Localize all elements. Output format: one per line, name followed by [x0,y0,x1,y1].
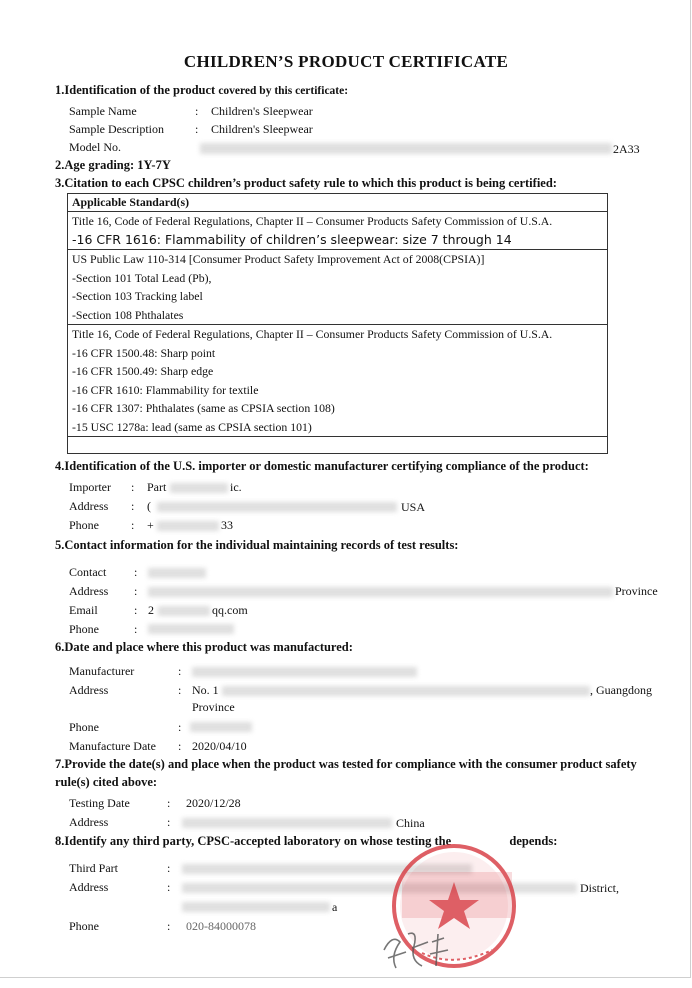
colon: : [178,664,182,678]
section-1-heading-sub: covered by this certificate: [218,85,349,97]
third-party-address-end: District, [580,881,619,895]
email-end: qq.com [212,603,248,617]
importer-phone-end: 33 [221,518,233,532]
contact-address-end: Province [615,584,658,598]
standard-line: Title 16, Code of Federal Regulations, Chapter II – Consumer Products Safety Commission of U.S.A. [72,214,553,228]
section-4-heading: 4.Identification of the U.S. importer or domestic manufacturer certifying compliance of the product: [55,459,589,473]
section-1-heading-main: 1.Identification of the product [55,83,216,97]
age-grading-label: 2.Age grading: [55,158,135,172]
section-8-heading-main: 8.Identify any third party, CPSC-accepted laboratory on whose testing the [55,834,452,848]
redacted-contact-address [148,587,613,597]
manufacturer-label: Manufacturer [69,664,135,678]
contact-label: Contact [69,565,107,579]
redacted-importer-phone [157,521,219,531]
section-8-heading-end: depends: [509,834,558,848]
contact-phone-label: Phone [69,622,99,636]
colon: : [134,603,138,617]
standards-group-3 [68,325,608,437]
third-party-address-line2: a [332,900,338,914]
standard-line: -Section 101 Total Lead (Pb), [72,270,212,285]
manufacturer-address-start: No. 1 [192,683,219,697]
sample-name-label: Sample Name [69,104,137,118]
manufacturer-phone-label: Phone [69,720,99,734]
manufacture-date-value: 2020/04/10 [192,739,247,753]
standard-line: -Section 103 Tracking label [72,289,203,303]
importer-value-end: ic. [230,480,242,494]
colon: : [134,584,138,598]
standard-line: -16 CFR 1500.49: Sharp edge [72,364,214,378]
section-1-heading [55,83,348,98]
manufacturer-address-line2: Province [192,700,235,714]
standard-line: -16 CFR 1616: Flammability of children’s sleepwear: size 7 through 14 [72,231,512,247]
colon: : [195,122,199,136]
standards-group-1 [68,212,608,250]
importer-label: Importer [69,480,111,494]
standards-table [67,193,608,454]
colon: : [131,499,135,513]
standards-empty-row [68,437,608,454]
redacted-model-no [200,143,612,154]
document-title: CHILDREN’S PRODUCT CERTIFICATE [183,52,509,71]
importer-address-label: Address [69,499,109,513]
sample-description-value: Children's Sleepwear [211,122,313,136]
importer-address-start: ( [147,499,151,513]
redacted-third-party-address-line2 [182,902,330,912]
standard-line: -16 CFR 1610: Flammability for textile [72,382,259,397]
redacted-contact-phone [148,624,234,634]
email-label: Email [69,603,98,617]
colon: : [134,565,138,579]
colon: : [167,796,171,810]
colon: : [178,720,182,734]
importer-address-end: USA [401,500,426,514]
colon: : [134,622,138,636]
redacted-testing-address [182,818,392,828]
standard-line: -15 USC 1278a: lead (same as CPSIA section 101) [72,419,312,434]
colon: : [195,104,199,118]
section-2-heading [55,158,171,173]
colon: : [131,518,135,532]
standard-line: -Section 108 Phthalates [72,307,184,322]
model-no-label: Model No. [69,140,121,154]
third-party-label: Third Part [69,861,118,875]
importer-phone-label: Phone [69,518,99,532]
testing-date-label: Testing Date [69,796,130,810]
third-party-phone-value: 020-84000078 [186,919,256,933]
colon: : [167,861,171,875]
sample-description-label: Sample Description [69,122,164,136]
section-7-heading: 7.Provide the date(s) and place when the product was tested for compliance with the consumer product safety [55,757,637,771]
colon: : [178,683,182,697]
importer-phone-start: + [147,518,154,532]
standards-table-header: Applicable Standard(s) [68,194,608,212]
section-3-heading: 3.Citation to each CPSC children’s product safety rule to which this product is being certified: [55,176,557,190]
colon: : [167,919,171,933]
contact-address-label: Address [69,584,109,598]
manufacture-date-label: Manufacture Date [69,739,156,753]
section-7-heading-line2: rule(s) cited above: [55,775,158,789]
redacted-manufacturer-address [222,686,590,696]
redacted-email [158,606,210,616]
standard-line: Title 16, Code of Federal Regulations, Chapter II – Consumer Products Safety Commission of U.S.A. [72,327,553,341]
standards-group-2 [68,250,608,325]
standard-line: -16 CFR 1500.48: Sharp point [72,345,216,360]
redacted-importer [170,483,228,493]
colon: : [178,739,182,753]
standard-line: US Public Law 110-314 [Consumer Product Safety Improvement Act of 2008(CPSIA)] [72,252,485,266]
email-start: 2 [148,603,154,617]
colon: : [167,880,171,894]
redacted-manufacturer-phone [190,722,252,732]
standard-line: -16 CFR 1307: Phthalates (same as CPSIA section 108) [72,401,335,415]
sample-name-value: Children's Sleepwear [211,104,313,118]
testing-address-label: Address [69,815,109,829]
redacted-importer-address [157,502,397,512]
importer-value-start: Part [147,480,167,494]
testing-address-end: China [396,816,425,830]
third-party-phone-label: Phone [69,919,99,933]
redacted-manufacturer [192,667,417,677]
manufacturer-address-label: Address [69,683,109,697]
section-5-heading: 5.Contact information for the individual maintaining records of test results: [55,538,459,552]
manufacturer-address-end: , Guangdong [590,683,652,697]
redacted-contact [148,568,206,578]
testing-date-value: 2020/12/28 [186,796,241,810]
company-seal-stamp [382,838,532,988]
age-grading-value: 1Y-7Y [137,158,171,172]
third-party-address-label: Address [69,880,109,894]
colon: : [167,815,171,829]
model-no-value: 2A33 [613,142,640,156]
section-6-heading: 6.Date and place where this product was manufactured: [55,640,353,654]
colon: : [131,480,135,494]
